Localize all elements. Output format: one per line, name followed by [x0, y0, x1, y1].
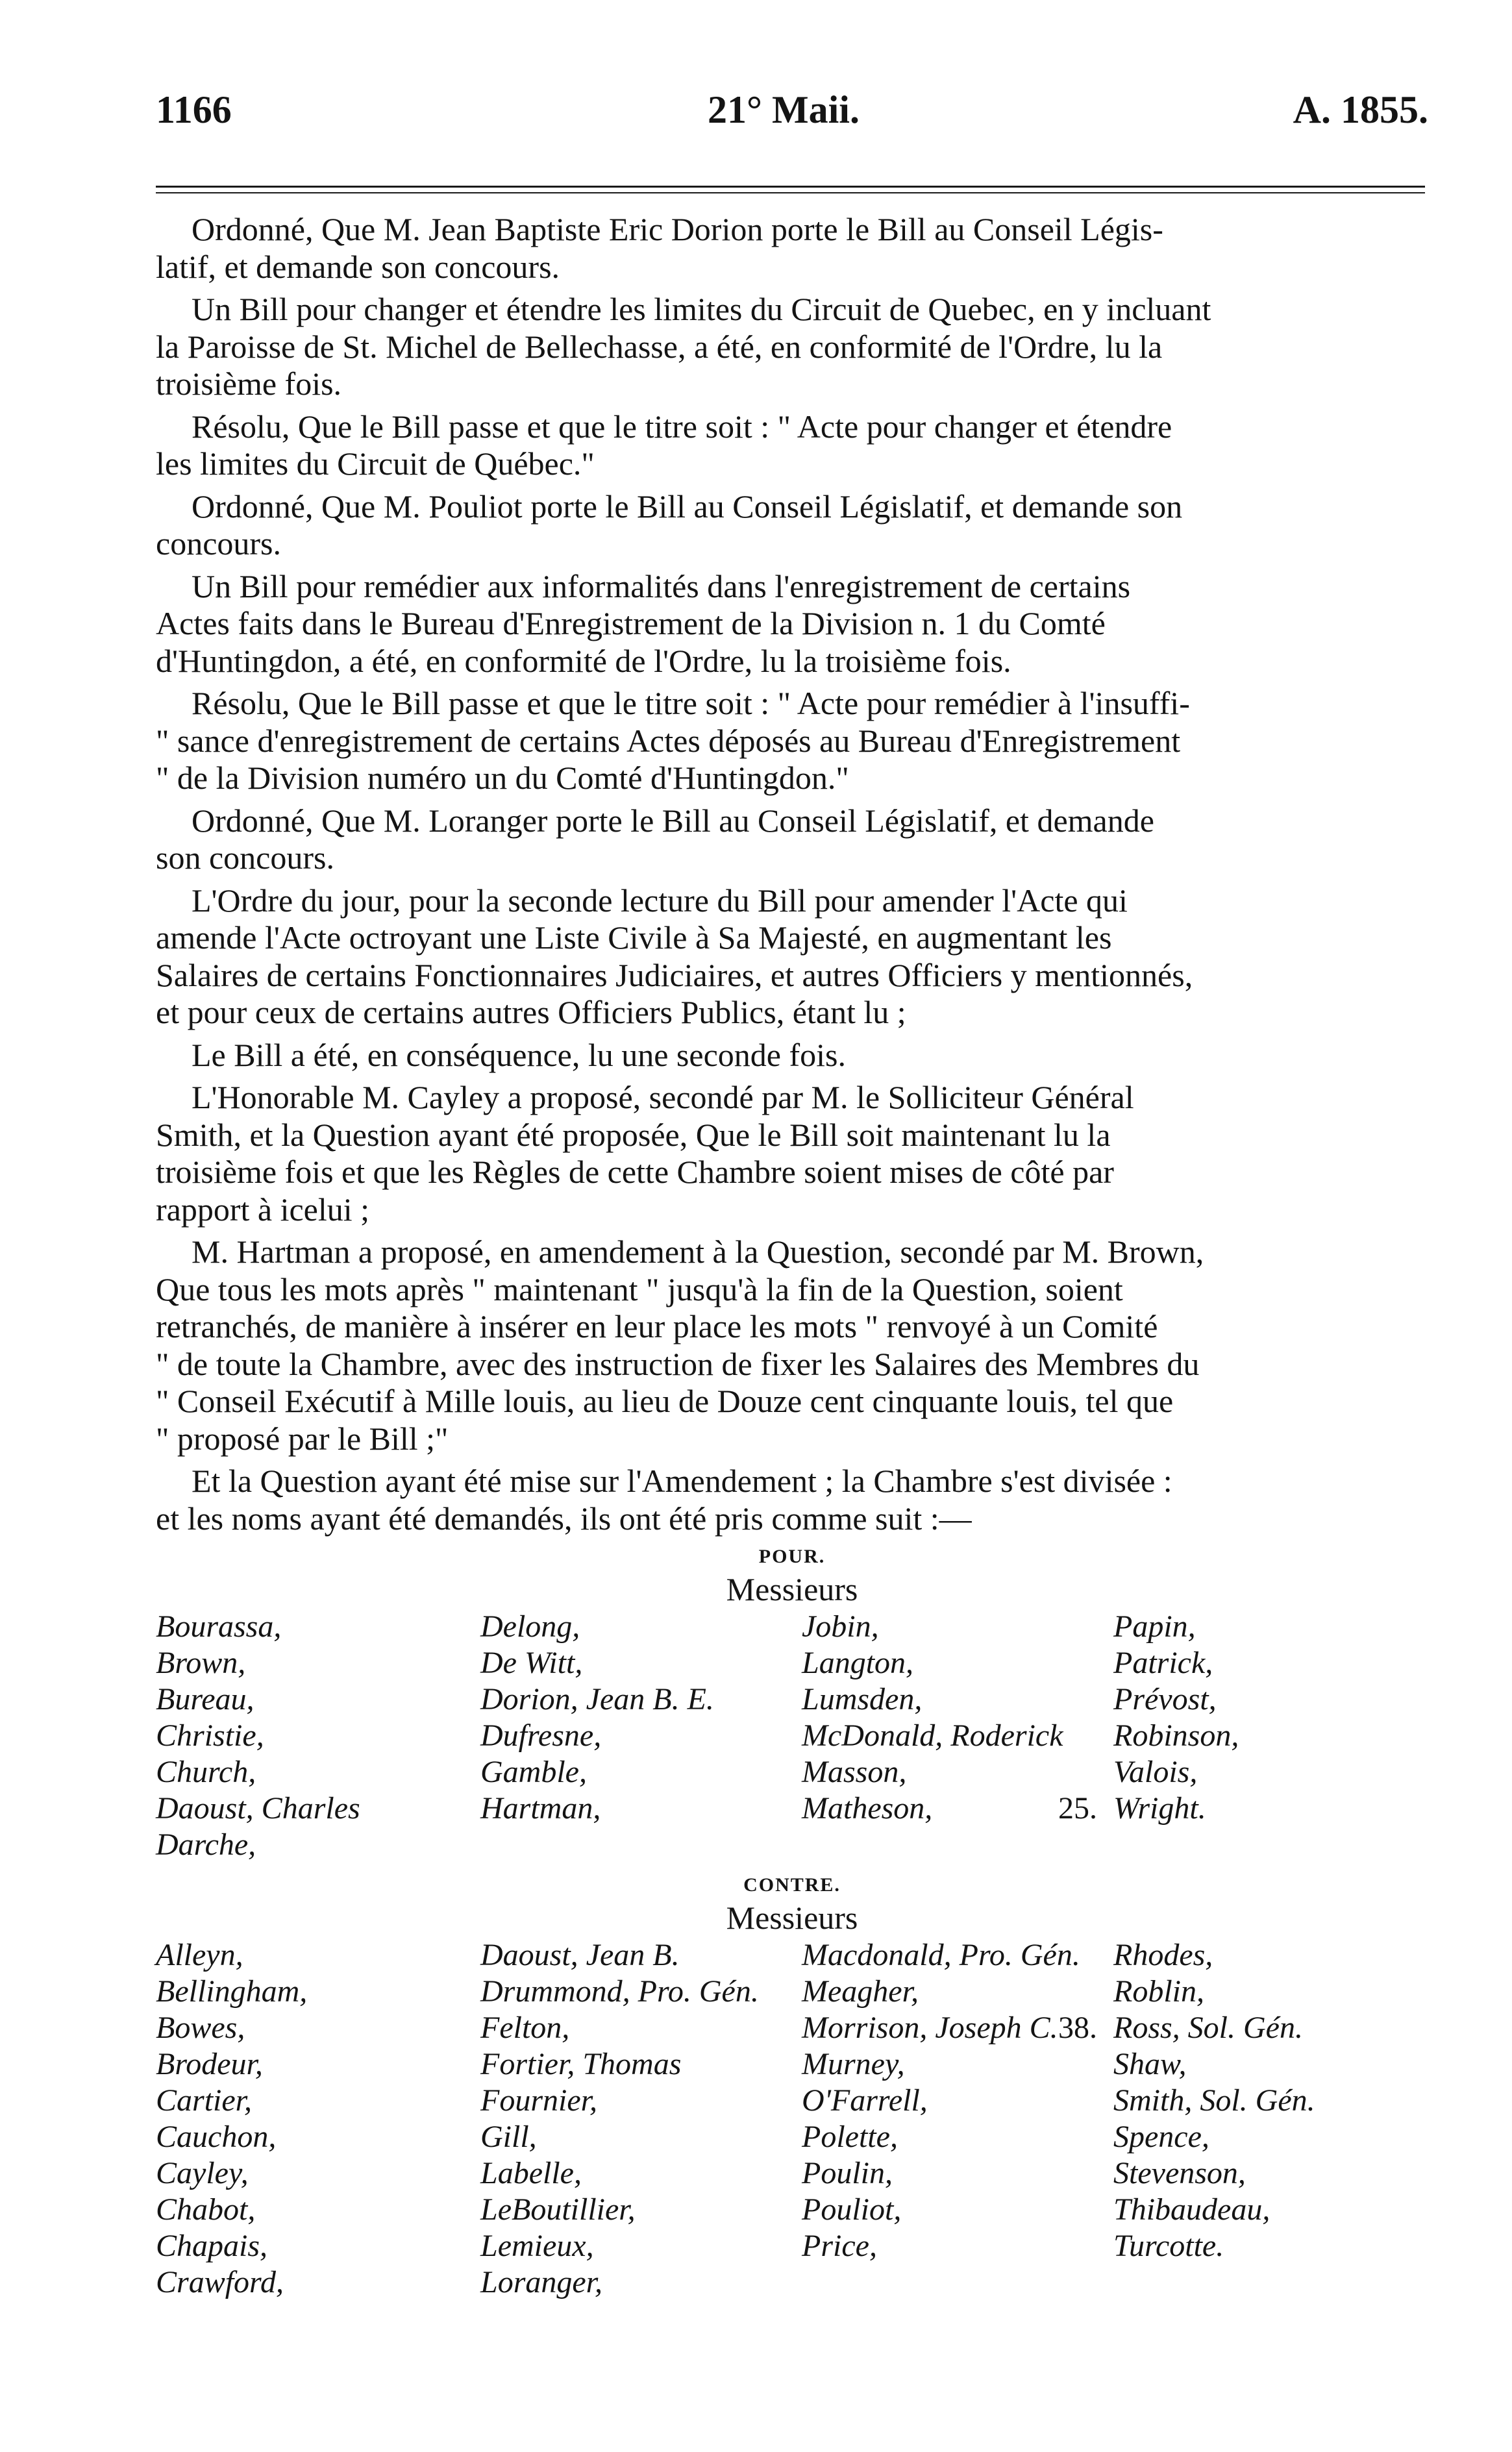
text-line: troisième fois et que les Règles de cette Chambre soient mises de côté par — [156, 1154, 1114, 1190]
member-name: Poulin, — [802, 2156, 893, 2190]
member-name: Chabot, — [156, 2192, 256, 2227]
text-line: latif, et demande son concours. — [156, 248, 560, 285]
text-line: d'Huntingdon, a été, en conformité de l'Ordre, lu la troisième fois. — [156, 642, 1011, 679]
text-line: et les noms ayant été demandés, ils ont été pris comme suit :— — [156, 1500, 972, 1537]
text-line: Smith, et la Question ayant été proposée, Que le Bill soit maintenant lu la — [156, 1116, 1111, 1153]
paragraph — [156, 211, 1428, 286]
member-name: Christie, — [156, 1718, 264, 1753]
member-name: Labelle, — [480, 2156, 582, 2190]
text-line: et pour ceux de certains autres Officiers Publics, étant lu ; — [156, 994, 906, 1030]
vote-row — [156, 2264, 1428, 2301]
text-line: Résolu, Que le Bill passe et que le titre soit : " Acte pour remédier à l'insuffi- — [192, 685, 1190, 721]
text-line: Résolu, Que le Bill passe et que le titre soit : " Acte pour changer et étendre — [192, 408, 1172, 445]
member-name: Robinson, — [1113, 1718, 1239, 1753]
page-header — [156, 88, 1435, 140]
vote-row — [156, 1827, 1428, 1863]
member-name: Alleyn, — [156, 1938, 243, 1972]
vote-count: 38. — [1058, 2011, 1097, 2045]
member-name: Daoust, Jean B. — [480, 1938, 680, 1972]
paragraph — [156, 882, 1428, 1032]
vote-row — [156, 1609, 1428, 1645]
member-name: Murney, — [802, 2047, 905, 2081]
vote-row — [156, 1718, 1428, 1754]
text-line: la Paroisse de St. Michel de Bellechasse, a été, en conformité de l'Ordre, lu la — [156, 328, 1163, 365]
member-name: Fournier, — [480, 2083, 597, 2118]
text-line: amende l'Acte octroyant une Liste Civile à Sa Majesté, en augmentant les — [156, 919, 1112, 956]
member-name: Polette, — [802, 2120, 898, 2154]
vote-row — [156, 2155, 1428, 2192]
member-name: Fortier, Thomas — [480, 2047, 682, 2081]
member-name: De Witt, — [480, 1646, 583, 1680]
member-name: Cayley, — [156, 2156, 249, 2190]
member-name: Thibaudeau, — [1113, 2192, 1270, 2227]
member-name: Shaw, — [1113, 2047, 1187, 2081]
text-line: troisième fois. — [156, 365, 342, 402]
member-name: Bowes, — [156, 2011, 245, 2045]
text-line: L'Honorable M. Cayley a proposé, secondé par M. le Solliciteur Général — [192, 1079, 1134, 1115]
member-name: Papin, — [1113, 1609, 1196, 1644]
member-name: Matheson, — [802, 1791, 933, 1826]
member-name: Pouliot, — [802, 2192, 902, 2227]
member-name: Smith, Sol. Gén. — [1113, 2083, 1315, 2118]
text-line: Un Bill pour changer et étendre les limites du Circuit de Quebec, en y incluant — [192, 291, 1211, 327]
member-name: Gamble, — [480, 1755, 587, 1789]
text-line: L'Ordre du jour, pour la seconde lecture du Bill pour amender l'Acte qui — [192, 882, 1128, 919]
member-name: Loranger, — [480, 2265, 603, 2299]
vote-row — [156, 2192, 1428, 2228]
text-line: " de toute la Chambre, avec des instruction de fixer les Salaires des Membres du — [156, 1345, 1200, 1382]
member-name: Drummond, Pro. Gén. — [480, 1974, 759, 2009]
member-name: Bourassa, — [156, 1609, 282, 1644]
text-line: concours. — [156, 525, 281, 562]
header-rule-thin — [156, 192, 1425, 193]
page-body — [156, 211, 1428, 2301]
text-line: " Conseil Exécutif à Mille louis, au lieu de Douze cent cinquante louis, tel que — [156, 1383, 1174, 1419]
text-line: Le Bill a été, en conséquence, lu une seconde fois. — [192, 1036, 846, 1073]
member-name: O'Farrell, — [802, 2083, 928, 2118]
member-name: Lemieux, — [480, 2229, 594, 2263]
member-name: Macdonald, Pro. Gén. — [802, 1938, 1080, 1972]
member-name: Felton, — [480, 2011, 570, 2045]
text-line: Ordonné, Que M. Loranger porte le Bill au Conseil Législatif, et demande — [192, 802, 1154, 839]
member-name: Dorion, Jean B. E. — [480, 1682, 714, 1716]
text-line: " de la Division numéro un du Comté d'Huntingdon." — [156, 760, 849, 796]
vote-row — [156, 2119, 1428, 2155]
member-name: Daoust, Charles — [156, 1791, 360, 1826]
paragraph — [156, 1037, 1428, 1074]
contre-vote-list — [156, 1937, 1428, 2301]
member-name: Cartier, — [156, 2083, 253, 2118]
header-rule — [156, 186, 1425, 188]
member-name: Bureau, — [156, 1682, 254, 1716]
member-name: Church, — [156, 1755, 256, 1789]
member-name: Jobin, — [802, 1609, 879, 1644]
text-line: Actes faits dans le Bureau d'Enregistrement de la Division n. 1 du Comté — [156, 605, 1106, 641]
paragraph — [156, 291, 1428, 403]
vote-count: 25. — [1058, 1791, 1097, 1826]
text-line: " sance d'enregistrement de certains Actes déposés au Bureau d'Enregistrement — [156, 722, 1181, 759]
contre-heading: CONTRE. — [743, 1874, 841, 1896]
vote-row — [156, 1974, 1428, 2010]
member-name: Patrick, — [1113, 1646, 1213, 1680]
member-name: Lumsden, — [802, 1682, 923, 1716]
member-name: Brodeur, — [156, 2047, 263, 2081]
paragraph — [156, 1079, 1428, 1228]
member-name: Cauchon, — [156, 2120, 277, 2154]
member-name: Morrison, Joseph C. — [802, 2011, 1058, 2045]
text-line: Et la Question ayant été mise sur l'Amendement ; la Chambre s'est divisée : — [192, 1463, 1172, 1499]
member-name: Chapais, — [156, 2229, 268, 2263]
text-line: les limites du Circuit de Québec." — [156, 445, 595, 482]
vote-row — [156, 1790, 1428, 1827]
pour-vote-list — [156, 1609, 1428, 1863]
paragraph — [156, 488, 1428, 563]
vote-row — [156, 1645, 1428, 1681]
page-number: 1166 — [156, 88, 232, 131]
paragraph — [156, 1233, 1428, 1457]
member-name: Masson, — [802, 1755, 907, 1789]
header-year: A. 1855. — [1293, 88, 1428, 131]
text-line: Un Bill pour remédier aux informalités dans l'enregistrement de certains — [192, 567, 1131, 604]
member-name: McDonald, Roderick — [802, 1718, 1063, 1753]
member-name: Spence, — [1113, 2120, 1209, 2154]
vote-row — [156, 2046, 1428, 2083]
member-name: Delong, — [480, 1609, 580, 1644]
member-name: Wright. — [1113, 1791, 1206, 1826]
text-line: retranchés, de manière à insérer en leur place les mots " renvoyé à un Comité — [156, 1308, 1158, 1344]
member-name: Meagher, — [802, 1974, 919, 2009]
journal-paragraphs — [156, 211, 1428, 1537]
text-line: Ordonné, Que M. Pouliot porte le Bill au Conseil Législatif, et demande son — [192, 488, 1183, 525]
member-name: LeBoutillier, — [480, 2192, 636, 2227]
member-name: Bellingham, — [156, 1974, 308, 2009]
member-name: Prévost, — [1113, 1682, 1217, 1716]
member-name: Dufresne, — [480, 1718, 602, 1753]
paragraph — [156, 802, 1428, 877]
member-name: Langton, — [802, 1646, 914, 1680]
vote-row — [156, 1681, 1428, 1718]
text-line: rapport à icelui ; — [156, 1191, 370, 1228]
member-name: Ross, Sol. Gén. — [1113, 2011, 1303, 2045]
vote-row — [156, 1754, 1428, 1790]
member-name: Hartman, — [480, 1791, 601, 1826]
text-line: Salaires de certains Fonctionnaires Judiciaires, et autres Officiers y mentionnés, — [156, 956, 1193, 993]
member-name: Price, — [802, 2229, 877, 2263]
member-name: Rhodes, — [1113, 1938, 1213, 1972]
member-name: Roblin, — [1113, 1974, 1204, 2009]
member-name: Valois, — [1113, 1755, 1198, 1789]
member-name: Crawford, — [156, 2265, 284, 2299]
paragraph — [156, 568, 1428, 680]
member-name: Gill, — [480, 2120, 537, 2154]
member-name: Turcotte. — [1113, 2229, 1224, 2263]
member-name: Brown, — [156, 1646, 246, 1680]
text-line: M. Hartman a proposé, en amendement à la Question, secondé par M. Brown, — [192, 1233, 1204, 1270]
text-line: Que tous les mots après " maintenant " jusqu'à la fin de la Question, soient — [156, 1270, 1123, 1307]
member-name: Stevenson, — [1113, 2156, 1246, 2190]
paragraph — [156, 685, 1428, 797]
text-line: son concours. — [156, 839, 334, 876]
paragraph — [156, 408, 1428, 483]
vote-row — [156, 2228, 1428, 2264]
vote-row — [156, 2083, 1428, 2119]
contre-subheading: Messieurs — [726, 1900, 858, 1936]
paragraph — [156, 1463, 1428, 1537]
header-date: 21° Maii. — [708, 88, 860, 131]
vote-row — [156, 2010, 1428, 2046]
pour-subheading: Messieurs — [726, 1571, 858, 1607]
pour-heading: POUR. — [758, 1546, 826, 1567]
text-line: " proposé par le Bill ;" — [156, 1420, 449, 1457]
text-line: Ordonné, Que M. Jean Baptiste Eric Dorion porte le Bill au Conseil Légis- — [192, 211, 1163, 247]
vote-row — [156, 1937, 1428, 1974]
member-name: Darche, — [156, 1827, 256, 1862]
